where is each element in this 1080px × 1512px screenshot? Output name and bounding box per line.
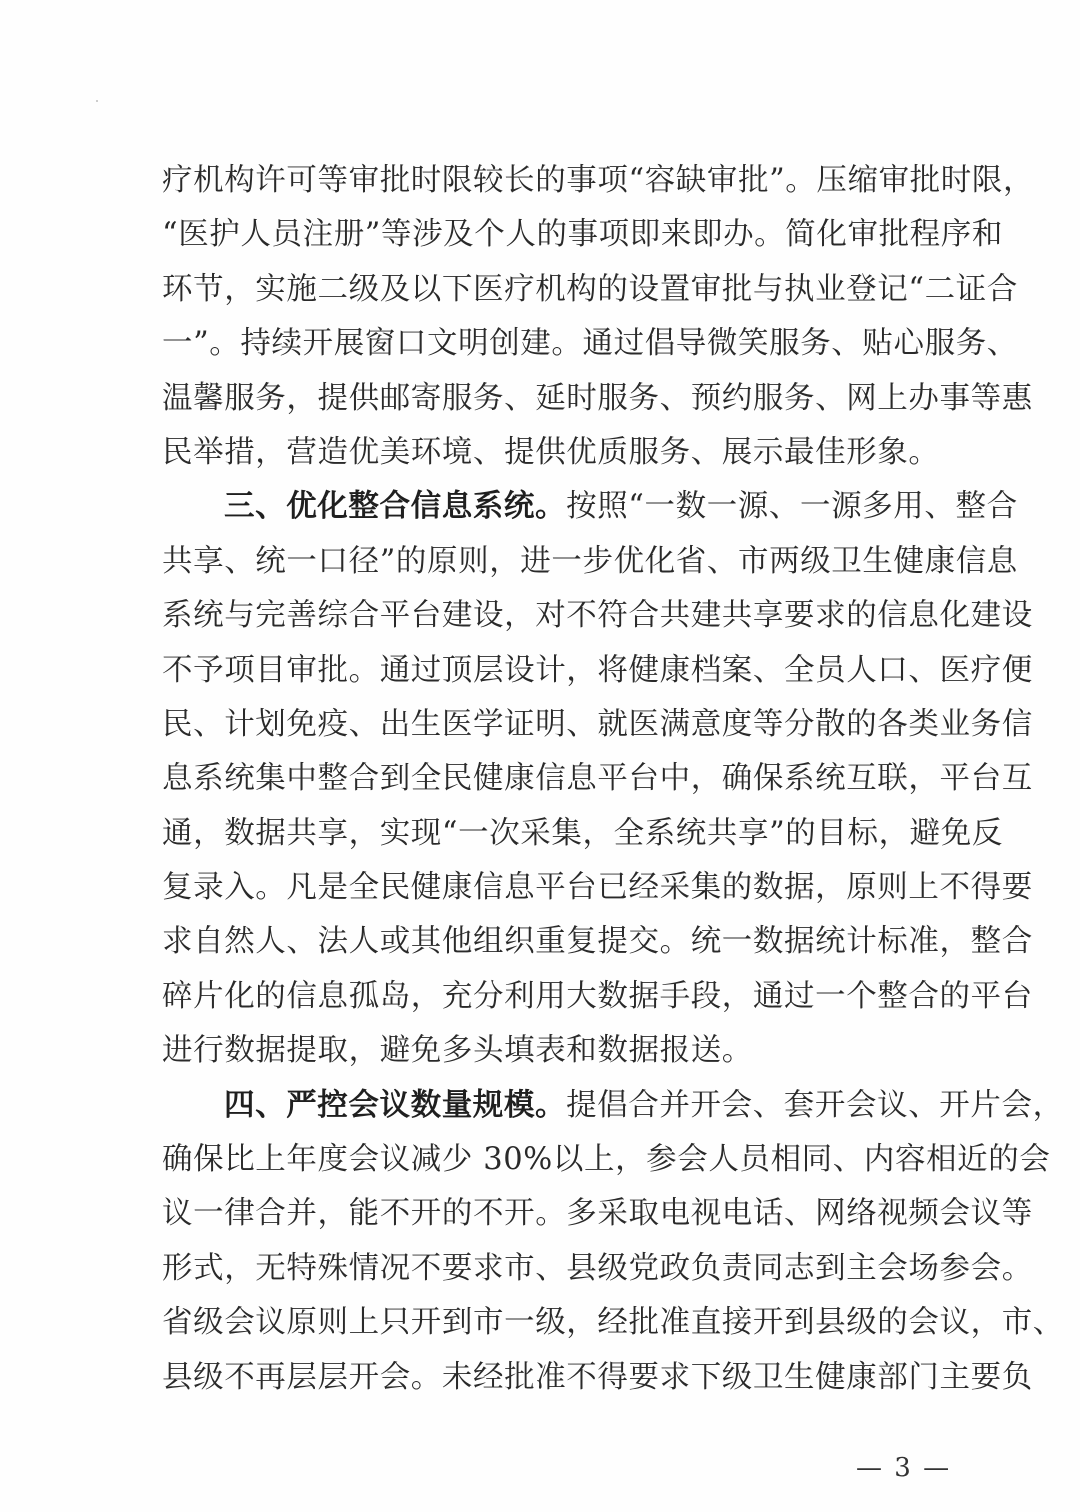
paragraph-line: 疗机构许可等审批时限较长的事项“容缺审批”。压缩审批时限， xyxy=(162,163,1035,198)
paragraph-line: 一”。持续开展窗口文明创建。通过倡导微笑服务、贴心服务、 xyxy=(162,326,1018,362)
paragraph-line: 系统与完善综合平台建设，对不符合共建共享要求的信息化建设 xyxy=(162,598,1033,634)
section-4-first-line-text: 提倡合并开会、套开会议、开片会， xyxy=(566,1087,1064,1123)
paragraph-line: 确保比上年度会议减少 30%以上，参会人员相同、内容相近的会 xyxy=(162,1142,1051,1178)
paragraph-line: 共享、统一口径”的原则，进一步优化省、市两级卫生健康信息 xyxy=(162,543,1018,579)
section-4-first-line xyxy=(162,1079,1064,1133)
scan-speck xyxy=(96,100,98,102)
paragraph-line: 求自然人、法人或其他组织重复提交。统一数据统计标准，整合 xyxy=(162,924,1033,960)
document-body xyxy=(162,154,1064,1405)
paragraph-line: “医护人员注册”等涉及个人的事项即来即办。简化审批程序和 xyxy=(162,217,1003,253)
paragraph-line: 不予项目审批。通过顶层设计，将健康档案、全员人口、医疗便 xyxy=(162,652,1033,688)
section-3-first-line xyxy=(162,480,1018,534)
paragraph-line: 省级会议原则上只开到市一级，经批准直接开到县级的会议，市、 xyxy=(162,1305,1064,1341)
page-number: — 3 — xyxy=(856,1453,952,1483)
section-3-heading: 三、优化整合信息系统。 xyxy=(224,489,567,525)
paragraph-line: 环节，实施二级及以下医疗机构的设置审批与执业登记“二证合 xyxy=(162,271,1018,307)
section-3-first-line-text: 按照“一数一源、一源多用、整合 xyxy=(566,489,1018,525)
paragraph-line: 碎片化的信息孤岛，充分利用大数据手段，通过一个整合的平台 xyxy=(162,978,1033,1014)
paragraph-line: 温馨服务，提供邮寄服务、延时服务、预约服务、网上办事等惠 xyxy=(162,380,1033,416)
paragraph-line: 息系统集中整合到全民健康信息平台中，确保系统互联，平台互 xyxy=(162,761,1033,797)
paragraph-line: 复录入。凡是全民健康信息平台已经采集的数据，原则上不得要 xyxy=(162,870,1033,906)
paragraph-line: 通，数据共享，实现“一次采集，全系统共享”的目标，避免反 xyxy=(162,815,1003,851)
paragraph-line: 县级不再层层开会。未经批准不得要求下级卫生健康部门主要负 xyxy=(162,1359,1033,1395)
paragraph-line: 议一律合并，能不开的不开。多采取电视电话、网络视频会议等 xyxy=(162,1196,1033,1232)
section-4-heading: 四、严控会议数量规模。 xyxy=(224,1087,567,1123)
paragraph-line: 民举措，营造优美环境、提供优质服务、展示最佳形象。 xyxy=(162,434,940,470)
paragraph-line: 民、计划免疫、出生医学证明、就医满意度等分散的各类业务信 xyxy=(162,706,1033,742)
paragraph-line: 进行数据提取，避免多头填表和数据报送。 xyxy=(162,1033,753,1069)
paragraph-line: 形式，无特殊情况不要求市、县级党政负责同志到主会场参会。 xyxy=(162,1250,1033,1286)
